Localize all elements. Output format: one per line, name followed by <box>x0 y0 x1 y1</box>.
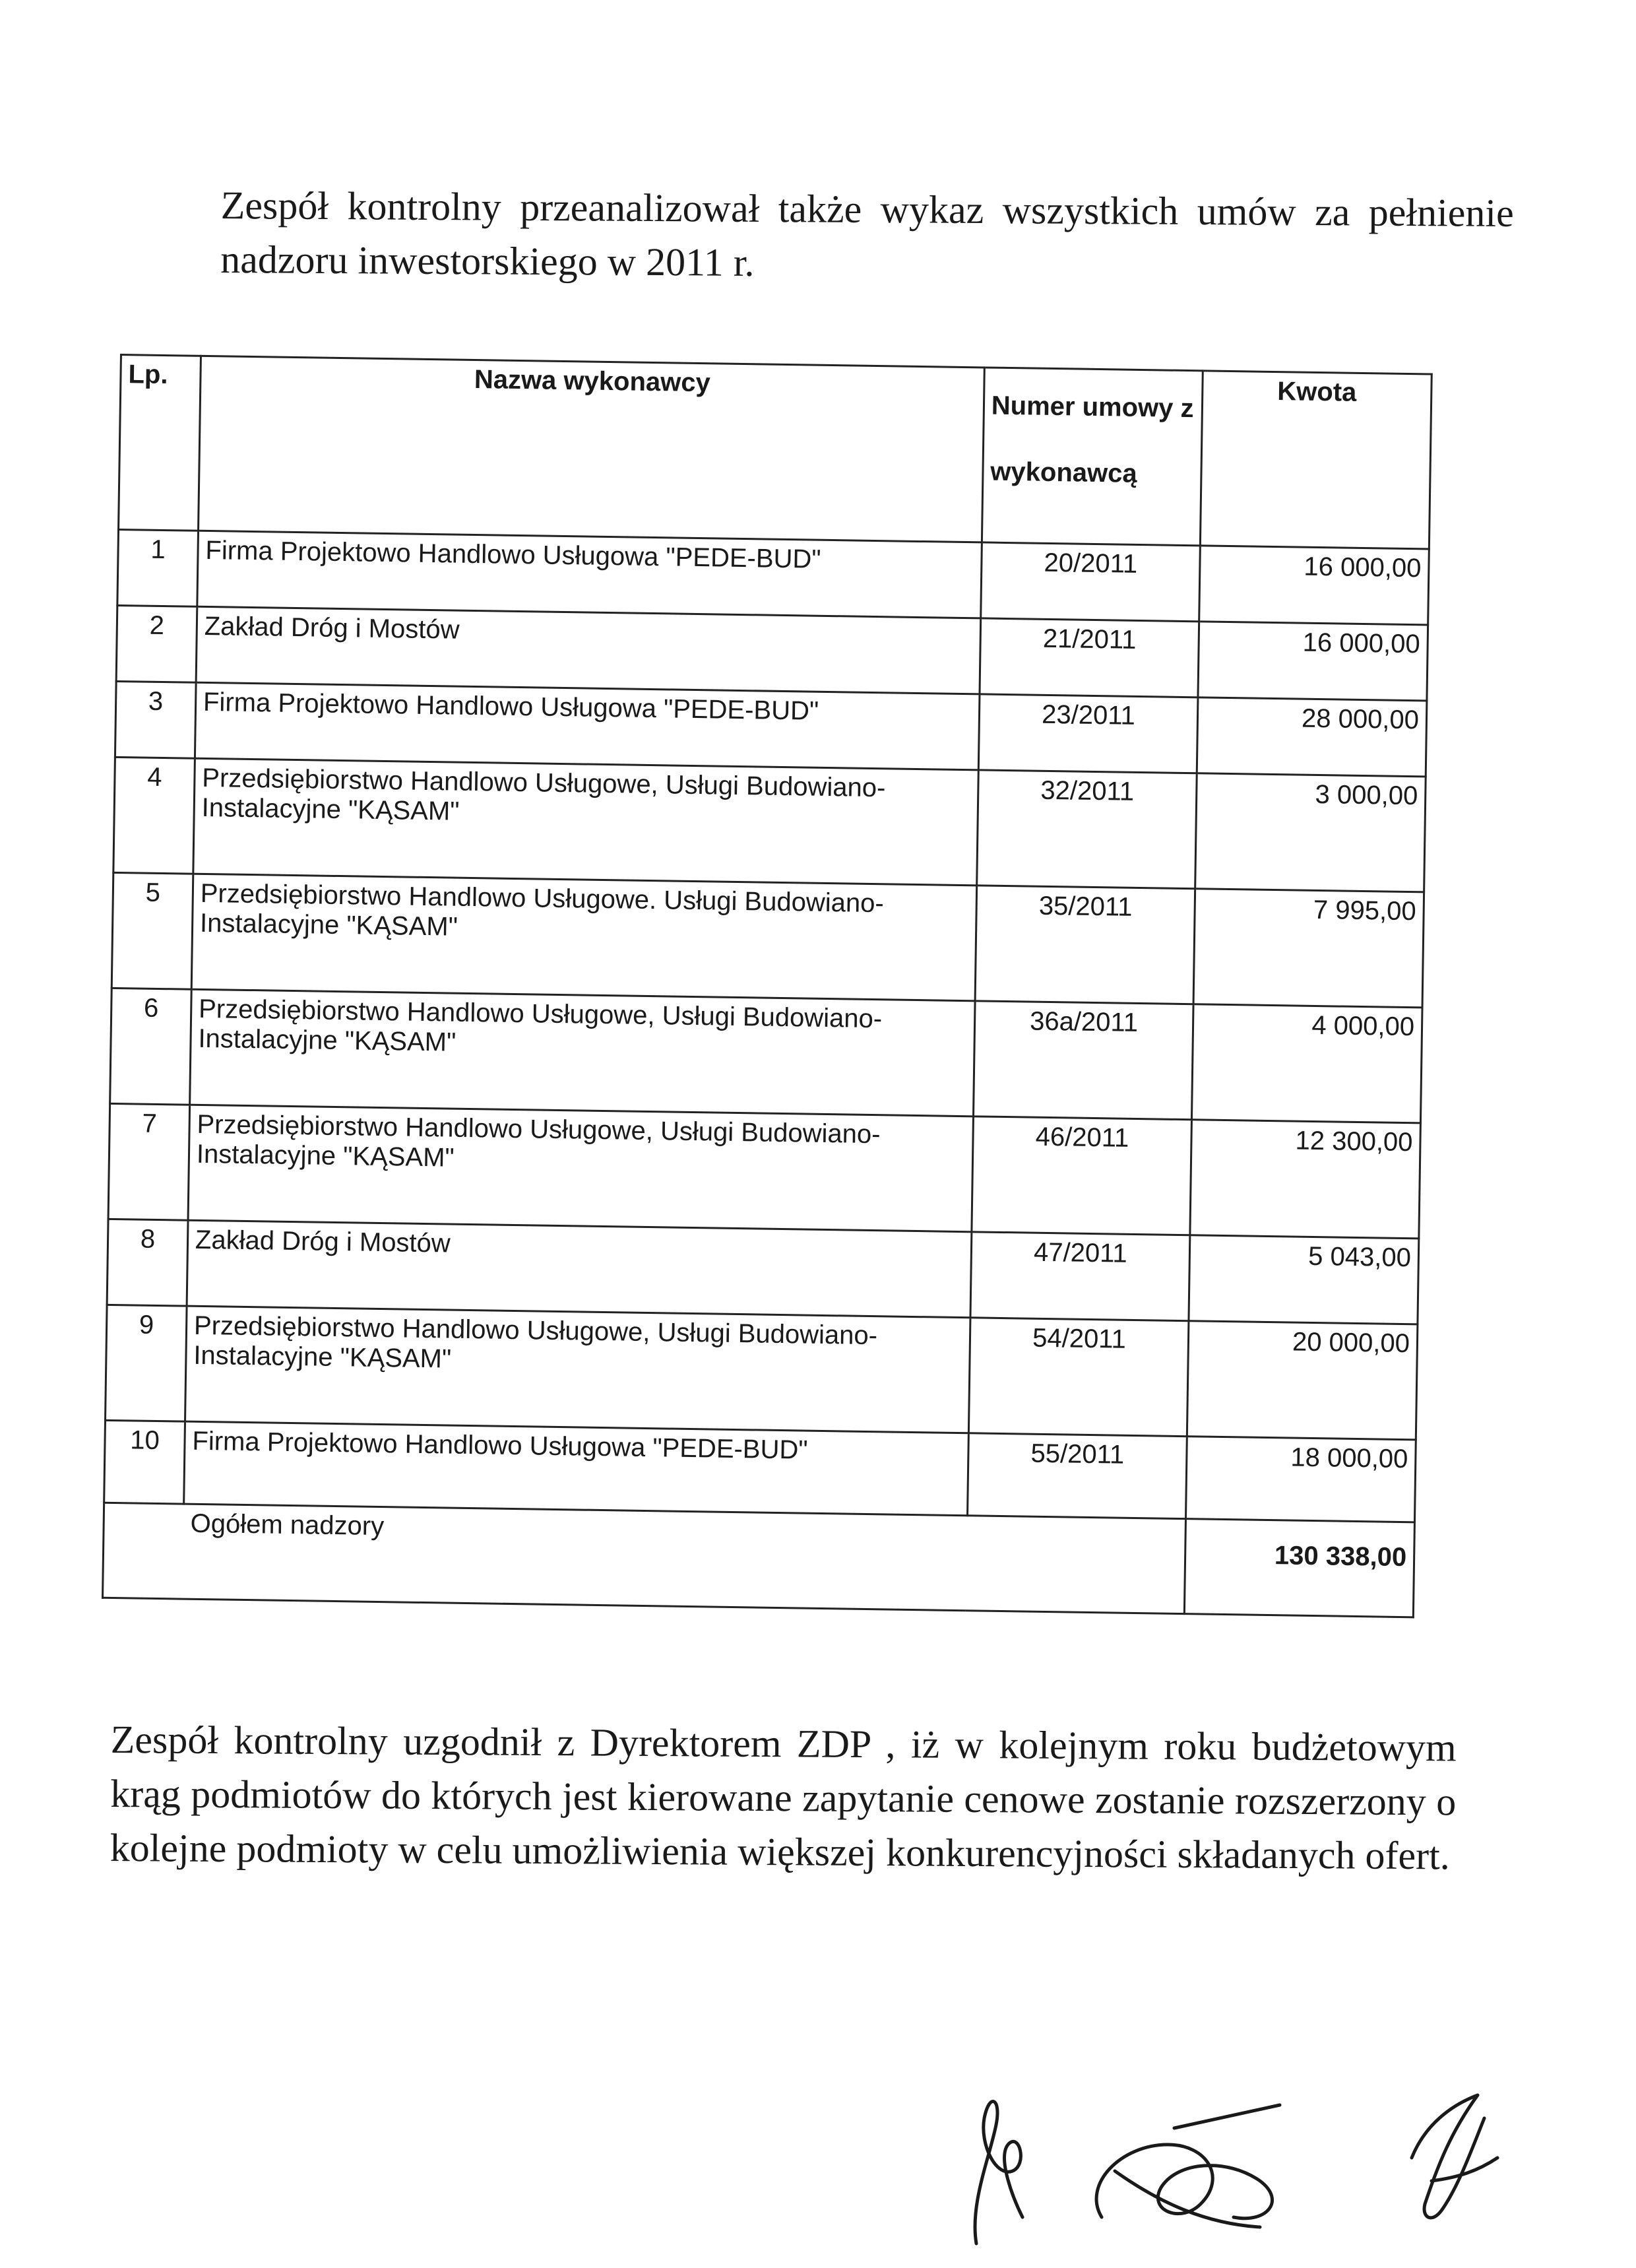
row-lp: 4 <box>113 757 195 874</box>
signature-3 <box>1412 2095 1497 2218</box>
row-lp: 7 <box>108 1103 189 1220</box>
table-row <box>111 872 1424 1007</box>
row-name: Przedsiębiorstwo Handlowo Usługowe, Usługi Budowiano-Instalacyjne "KĄSAM" <box>190 989 975 1117</box>
table-row <box>110 988 1422 1122</box>
total-amount: 130 338,00 <box>1184 1519 1414 1617</box>
row-number: 54/2011 <box>968 1318 1189 1437</box>
row-lp: 2 <box>116 605 197 682</box>
row-number: 23/2011 <box>978 694 1198 773</box>
table-row <box>106 1305 1418 1439</box>
total-row <box>103 1503 1415 1617</box>
table-header-row <box>119 355 1432 549</box>
header-amount: Kwota <box>1200 371 1432 549</box>
row-lp: 9 <box>106 1305 187 1421</box>
row-name: Przedsiębiorstwo Handlowo Usługowe, Usługi Budowiano-Instalacyjne "KĄSAM" <box>185 1306 970 1433</box>
signatures <box>950 2046 1544 2257</box>
row-amount: 5 043,00 <box>1189 1235 1419 1324</box>
row-name: Zakład Dróg i Mostów <box>187 1220 972 1318</box>
contracts-table-wrapper <box>102 354 1433 1618</box>
row-number: 32/2011 <box>977 770 1197 889</box>
total-label: Ogółem nadzory <box>103 1503 1186 1613</box>
row-number: 21/2011 <box>980 618 1199 697</box>
outro-paragraph: Zespół kontrolny uzgodnił z Dyrektorem ZDP , iż w kolejnym roku budżetowym krąg podmiotów do których jest kierowane zapytanie cenowe zostanie rozszerzony o kolejne podmioty w celu umożliwienia większej konkurencyjności składanych ofert. <box>110 1717 1457 1878</box>
row-number: 55/2011 <box>967 1433 1187 1519</box>
row-amount: 12 300,00 <box>1190 1120 1421 1239</box>
contracts-table <box>102 354 1433 1618</box>
row-number: 47/2011 <box>970 1232 1190 1321</box>
row-name: Przedsiębiorstwo Handlowo Usługowe, Usługi Budowiano-Instalacyjne "KĄSAM" <box>188 1105 973 1232</box>
row-number: 36a/2011 <box>973 1001 1193 1120</box>
header-lp: Lp. <box>119 355 201 531</box>
row-name: Przedsiębiorstwo Handlowo Usługowe. Usługi Budowiano-Instalacyjne "KĄSAM" <box>191 874 976 1001</box>
row-amount: 7 995,00 <box>1193 889 1424 1008</box>
table-row <box>108 1103 1420 1238</box>
header-name: Nazwa wykonawcy <box>198 356 984 542</box>
header-number: Numer umowy z wykonawcą <box>982 368 1203 546</box>
intro-paragraph: Zespół kontrolny przeanalizował także wykaz wszystkich umów za pełnienie nadzoru inwestorskiego w 2011 r. <box>220 183 1514 284</box>
row-amount: 18 000,00 <box>1186 1437 1416 1522</box>
row-amount: 16 000,00 <box>1198 622 1428 701</box>
signature-2 <box>1096 2105 1280 2227</box>
row-lp: 10 <box>104 1420 185 1504</box>
row-name: Firma Projektowo Handlowo Usługowa "PEDE-BUD" <box>195 682 980 770</box>
signature-marks <box>950 2046 1544 2257</box>
row-number: 20/2011 <box>981 542 1201 622</box>
signature-1 <box>975 2102 1022 2244</box>
row-lp: 6 <box>110 988 191 1105</box>
row-name: Firma Projektowo Handlowo Usługowa "PEDE-BUD" <box>197 531 982 618</box>
row-amount: 3 000,00 <box>1195 773 1426 892</box>
row-amount: 20 000,00 <box>1187 1321 1418 1440</box>
row-lp: 1 <box>117 529 199 606</box>
table-row <box>113 757 1426 891</box>
row-amount: 28 000,00 <box>1197 697 1427 777</box>
row-number: 35/2011 <box>975 886 1195 1004</box>
row-amount: 16 000,00 <box>1199 546 1430 625</box>
row-number: 46/2011 <box>972 1117 1192 1235</box>
row-name: Przedsiębiorstwo Handlowo Usługowe, Usługi Budowiano-Instalacyjne "KĄSAM" <box>193 758 978 886</box>
row-lp: 3 <box>115 681 196 758</box>
row-lp: 8 <box>107 1219 188 1306</box>
row-lp: 5 <box>111 872 193 989</box>
row-amount: 4 000,00 <box>1191 1004 1422 1123</box>
row-name: Firma Projektowo Handlowo Usługowa "PEDE-BUD" <box>184 1421 969 1516</box>
row-name: Zakład Dróg i Mostów <box>196 606 981 694</box>
